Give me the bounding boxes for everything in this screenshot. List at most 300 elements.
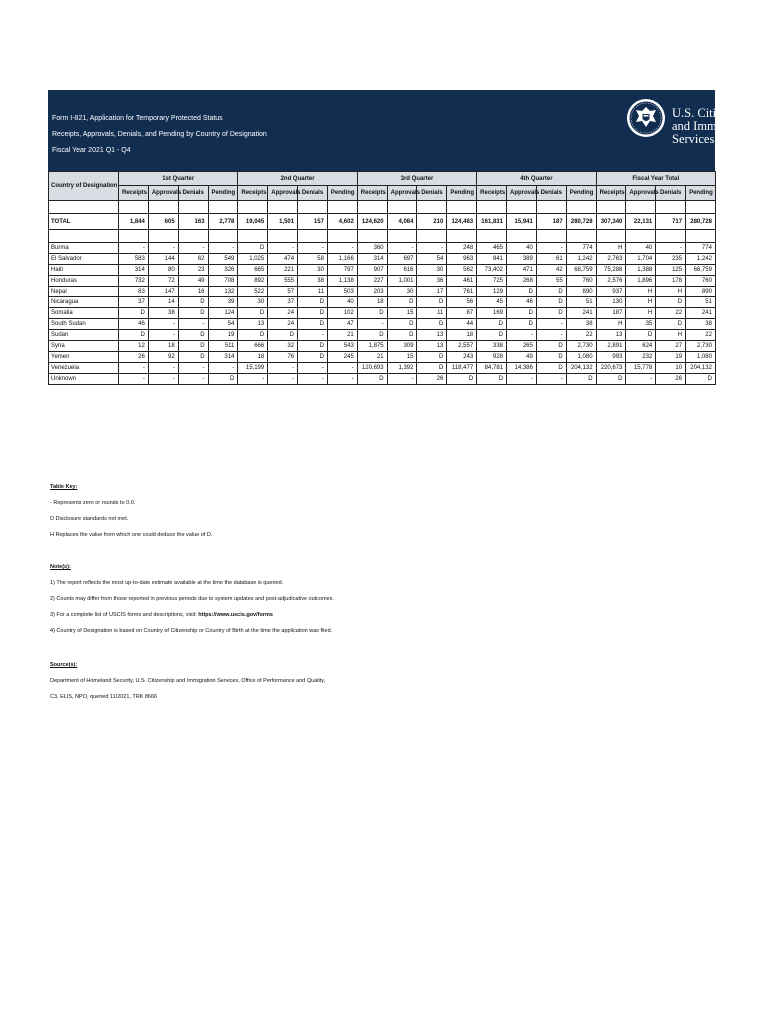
value-cell: 1,844 bbox=[119, 214, 149, 230]
value-cell: 27 bbox=[656, 341, 686, 352]
dhs-seal-icon bbox=[626, 98, 666, 138]
value-cell: 1,166 bbox=[327, 253, 357, 264]
value-cell: D bbox=[178, 330, 208, 341]
note-item bbox=[50, 612, 273, 618]
country-cell: Unknown bbox=[49, 373, 119, 384]
quarter-header: 2nd Quarter bbox=[238, 172, 357, 186]
country-cell: Nicaragua bbox=[49, 297, 119, 308]
value-cell: 268 bbox=[507, 275, 537, 286]
empty-cell bbox=[178, 201, 208, 214]
value-cell: 307,340 bbox=[596, 214, 626, 230]
value-cell: 243 bbox=[447, 351, 477, 362]
value-cell: 963 bbox=[447, 253, 477, 264]
value-cell: 314 bbox=[357, 253, 387, 264]
value-cell: 30 bbox=[417, 264, 447, 275]
subcolumn-header: Receipts bbox=[477, 186, 507, 201]
value-cell: 522 bbox=[238, 286, 268, 297]
value-cell: 40 bbox=[327, 297, 357, 308]
value-cell: 26 bbox=[656, 373, 686, 384]
empty-cell bbox=[596, 201, 626, 214]
value-cell: 314 bbox=[208, 351, 238, 362]
value-cell: 232 bbox=[626, 351, 656, 362]
value-cell: 30 bbox=[387, 286, 417, 297]
value-cell: H bbox=[596, 319, 626, 330]
value-cell: 14,386 bbox=[507, 362, 537, 373]
value-cell: D bbox=[536, 297, 566, 308]
value-cell: 73,402 bbox=[477, 264, 507, 275]
value-cell: D bbox=[536, 351, 566, 362]
value-cell: 248 bbox=[447, 243, 477, 254]
value-cell: D bbox=[387, 319, 417, 330]
empty-cell bbox=[507, 230, 537, 243]
table-row bbox=[49, 373, 716, 384]
value-cell: - bbox=[208, 243, 238, 254]
value-cell: 26 bbox=[417, 373, 447, 384]
value-cell: 22 bbox=[686, 330, 716, 341]
value-cell: 76 bbox=[268, 351, 298, 362]
value-cell: 360 bbox=[357, 243, 387, 254]
subcolumn-header: Approvals bbox=[387, 186, 417, 201]
value-cell: 2,557 bbox=[447, 341, 477, 352]
value-cell: 4,084 bbox=[387, 214, 417, 230]
subcolumn-header: Pending bbox=[208, 186, 238, 201]
value-cell: 124,620 bbox=[357, 214, 387, 230]
empty-cell bbox=[447, 230, 477, 243]
subcolumn-header: Approvals bbox=[507, 186, 537, 201]
value-cell: - bbox=[298, 243, 328, 254]
value-cell: 24 bbox=[268, 308, 298, 319]
empty-cell bbox=[208, 230, 238, 243]
value-cell: 1,875 bbox=[357, 341, 387, 352]
value-cell: - bbox=[298, 330, 328, 341]
value-cell: 605 bbox=[148, 214, 178, 230]
empty-cell bbox=[477, 201, 507, 214]
empty-cell bbox=[208, 201, 238, 214]
value-cell: - bbox=[298, 373, 328, 384]
value-cell: 10 bbox=[656, 362, 686, 373]
value-cell: 144 bbox=[148, 253, 178, 264]
value-cell: 39 bbox=[208, 297, 238, 308]
value-cell: 161,831 bbox=[477, 214, 507, 230]
value-cell: D bbox=[477, 319, 507, 330]
note-item: 2) Counts may differ from those reported in previous periods due to system updates and post-adjudicative outcomes. bbox=[50, 596, 334, 602]
value-cell: 32 bbox=[268, 341, 298, 352]
value-cell: 62 bbox=[178, 253, 208, 264]
value-cell: - bbox=[298, 362, 328, 373]
value-cell: D bbox=[119, 330, 149, 341]
value-cell: 125 bbox=[656, 264, 686, 275]
value-cell: D bbox=[417, 297, 447, 308]
quarter-header: 1st Quarter bbox=[119, 172, 238, 186]
value-cell: 1,896 bbox=[626, 275, 656, 286]
table-key-item: D Disclosure standards not met. bbox=[50, 516, 129, 522]
value-cell: 23 bbox=[178, 264, 208, 275]
value-cell: D bbox=[656, 319, 686, 330]
empty-cell bbox=[536, 230, 566, 243]
value-cell: - bbox=[268, 373, 298, 384]
value-cell: 204,132 bbox=[566, 362, 596, 373]
value-cell: 15,199 bbox=[238, 362, 268, 373]
table-row bbox=[49, 253, 716, 264]
value-cell: - bbox=[387, 373, 417, 384]
value-cell: 18 bbox=[148, 341, 178, 352]
value-cell: 68,759 bbox=[686, 264, 716, 275]
empty-cell bbox=[49, 201, 119, 214]
subcolumn-header: Denials bbox=[536, 186, 566, 201]
value-cell: 265 bbox=[507, 341, 537, 352]
value-cell: 210 bbox=[417, 214, 447, 230]
value-cell: H bbox=[656, 286, 686, 297]
value-cell: D bbox=[417, 319, 447, 330]
report-titles bbox=[52, 111, 267, 159]
agency-wordmark bbox=[672, 107, 756, 146]
value-cell: - bbox=[148, 373, 178, 384]
value-cell: - bbox=[536, 373, 566, 384]
value-cell: 58 bbox=[298, 253, 328, 264]
value-cell: 1,025 bbox=[238, 253, 268, 264]
value-cell: 80 bbox=[148, 264, 178, 275]
value-cell: 1,138 bbox=[327, 275, 357, 286]
empty-cell bbox=[238, 230, 268, 243]
value-cell: 13 bbox=[417, 330, 447, 341]
quarter-header: 3rd Quarter bbox=[357, 172, 476, 186]
value-cell: 102 bbox=[327, 308, 357, 319]
value-cell: 2,763 bbox=[596, 253, 626, 264]
value-cell: - bbox=[119, 243, 149, 254]
table-key-heading: Table Key: bbox=[50, 484, 78, 490]
subcolumn-header: Approvals bbox=[268, 186, 298, 201]
value-cell: 178 bbox=[656, 275, 686, 286]
subcolumn-header: Denials bbox=[178, 186, 208, 201]
value-cell: 187 bbox=[596, 308, 626, 319]
value-cell: 45 bbox=[477, 297, 507, 308]
value-cell: 245 bbox=[327, 351, 357, 362]
country-cell: Burma bbox=[49, 243, 119, 254]
value-cell: 624 bbox=[626, 341, 656, 352]
value-cell: 280,728 bbox=[566, 214, 596, 230]
value-cell: D bbox=[298, 341, 328, 352]
value-cell: 774 bbox=[566, 243, 596, 254]
value-cell: - bbox=[208, 362, 238, 373]
value-cell: 21 bbox=[327, 330, 357, 341]
empty-cell bbox=[536, 201, 566, 214]
value-cell: 389 bbox=[507, 253, 537, 264]
value-cell: 471 bbox=[507, 264, 537, 275]
value-cell: 666 bbox=[238, 341, 268, 352]
value-cell: D bbox=[387, 330, 417, 341]
country-cell: Venezuela bbox=[49, 362, 119, 373]
subcolumn-header-row bbox=[49, 186, 716, 201]
value-cell: 937 bbox=[596, 286, 626, 297]
table-row bbox=[49, 264, 716, 275]
value-cell: 760 bbox=[566, 275, 596, 286]
empty-cell bbox=[49, 230, 119, 243]
note-item: 1) The report reflects the most up-to-date estimate available at the time the database is queried. bbox=[50, 580, 284, 586]
subcolumn-header: Pending bbox=[566, 186, 596, 201]
uscis-forms-link[interactable]: https://www.uscis.gov/forms bbox=[198, 612, 273, 618]
value-cell: - bbox=[178, 373, 208, 384]
country-cell: Honduras bbox=[49, 275, 119, 286]
value-cell: 22,131 bbox=[626, 214, 656, 230]
value-cell: 15 bbox=[387, 308, 417, 319]
value-cell: 19 bbox=[656, 351, 686, 362]
value-cell: 241 bbox=[686, 308, 716, 319]
value-cell: 42 bbox=[536, 264, 566, 275]
value-cell: 907 bbox=[357, 264, 387, 275]
value-cell: 129 bbox=[477, 286, 507, 297]
table-row bbox=[49, 330, 716, 341]
value-cell: 890 bbox=[686, 286, 716, 297]
value-cell: D bbox=[536, 308, 566, 319]
empty-cell bbox=[327, 230, 357, 243]
value-cell: D bbox=[298, 308, 328, 319]
value-cell: 30 bbox=[238, 297, 268, 308]
value-cell: 19 bbox=[208, 330, 238, 341]
value-cell: D bbox=[238, 243, 268, 254]
value-cell: 15 bbox=[387, 351, 417, 362]
report-title: Form I-821, Application for Temporary Protected Status bbox=[52, 115, 223, 122]
value-cell: 30 bbox=[298, 264, 328, 275]
value-cell: 204,132 bbox=[686, 362, 716, 373]
value-cell: D bbox=[536, 362, 566, 373]
value-cell: 187 bbox=[536, 214, 566, 230]
value-cell: 57 bbox=[268, 286, 298, 297]
spacer-row bbox=[49, 201, 716, 214]
value-cell: 56 bbox=[447, 297, 477, 308]
value-cell: 543 bbox=[327, 341, 357, 352]
value-cell: - bbox=[327, 362, 357, 373]
value-cell: - bbox=[178, 243, 208, 254]
table-row bbox=[49, 275, 716, 286]
value-cell: 220,673 bbox=[596, 362, 626, 373]
value-cell: - bbox=[178, 319, 208, 330]
value-cell: 2,730 bbox=[566, 341, 596, 352]
table-row bbox=[49, 243, 716, 254]
value-cell: 2,576 bbox=[596, 275, 626, 286]
value-cell: 890 bbox=[566, 286, 596, 297]
value-cell: 40 bbox=[507, 243, 537, 254]
value-cell: D bbox=[357, 308, 387, 319]
value-cell: D bbox=[596, 373, 626, 384]
value-cell: 124 bbox=[208, 308, 238, 319]
value-cell: 40 bbox=[626, 243, 656, 254]
value-cell: 51 bbox=[686, 297, 716, 308]
value-cell: 17 bbox=[417, 286, 447, 297]
empty-cell bbox=[566, 201, 596, 214]
value-cell: 55 bbox=[536, 275, 566, 286]
value-cell: 14 bbox=[148, 297, 178, 308]
empty-cell bbox=[566, 230, 596, 243]
value-cell: 697 bbox=[387, 253, 417, 264]
value-cell: 474 bbox=[268, 253, 298, 264]
country-cell: Nepal bbox=[49, 286, 119, 297]
value-cell: 2,778 bbox=[208, 214, 238, 230]
value-cell: D bbox=[477, 330, 507, 341]
country-cell: Haiti bbox=[49, 264, 119, 275]
value-cell: 1,704 bbox=[626, 253, 656, 264]
value-cell: 732 bbox=[119, 275, 149, 286]
country-cell: Somalia bbox=[49, 308, 119, 319]
value-cell: - bbox=[119, 362, 149, 373]
empty-cell bbox=[626, 201, 656, 214]
value-cell: 26 bbox=[119, 351, 149, 362]
value-cell: 1,242 bbox=[686, 253, 716, 264]
value-cell: 583 bbox=[119, 253, 149, 264]
value-cell: 36 bbox=[417, 275, 447, 286]
empty-cell bbox=[447, 201, 477, 214]
empty-cell bbox=[387, 201, 417, 214]
empty-cell bbox=[387, 230, 417, 243]
empty-cell bbox=[238, 201, 268, 214]
report-period: Fiscal Year 2021 Q1 - Q4 bbox=[52, 147, 131, 154]
value-cell: 717 bbox=[656, 214, 686, 230]
value-cell: 280,728 bbox=[686, 214, 716, 230]
value-cell: 21 bbox=[357, 351, 387, 362]
value-cell: 22 bbox=[656, 308, 686, 319]
empty-cell bbox=[178, 230, 208, 243]
country-cell: TOTAL bbox=[49, 214, 119, 230]
empty-cell bbox=[507, 201, 537, 214]
value-cell: 147 bbox=[148, 286, 178, 297]
source-line: C3, ELIS, NPO, queried 11/2021, TRK 8666 bbox=[50, 694, 158, 700]
country-column-header: Country of Designation bbox=[49, 172, 119, 201]
table-key-item: H Replaces the value from which one could deduce the value of D. bbox=[50, 532, 213, 538]
value-cell: 38 bbox=[148, 308, 178, 319]
value-cell: 37 bbox=[268, 297, 298, 308]
empty-cell bbox=[596, 230, 626, 243]
table-row bbox=[49, 319, 716, 330]
value-cell: - bbox=[238, 373, 268, 384]
value-cell: 163 bbox=[178, 214, 208, 230]
value-cell: D bbox=[417, 351, 447, 362]
report-subtitle: Receipts, Approvals, Denials, and Pending by Country of Designation bbox=[52, 131, 267, 138]
value-cell: 11 bbox=[298, 286, 328, 297]
subcolumn-header: Denials bbox=[656, 186, 686, 201]
value-cell: 797 bbox=[327, 264, 357, 275]
value-cell: 54 bbox=[417, 253, 447, 264]
value-cell: 37 bbox=[119, 297, 149, 308]
value-cell: D bbox=[238, 308, 268, 319]
table-row bbox=[49, 297, 716, 308]
value-cell: 2,891 bbox=[596, 341, 626, 352]
value-cell: 15,941 bbox=[507, 214, 537, 230]
value-cell: D bbox=[656, 297, 686, 308]
value-cell: D bbox=[178, 297, 208, 308]
value-cell: 18 bbox=[447, 330, 477, 341]
value-cell: 511 bbox=[208, 341, 238, 352]
value-cell: 1,388 bbox=[626, 264, 656, 275]
value-cell: 92 bbox=[148, 351, 178, 362]
report-banner bbox=[48, 90, 756, 171]
value-cell: 928 bbox=[477, 351, 507, 362]
value-cell: 221 bbox=[268, 264, 298, 275]
value-cell: 157 bbox=[298, 214, 328, 230]
source-line: Department of Homeland Security, U.S. Citizenship and Immigration Services, Office of Performance and Quality, bbox=[50, 678, 326, 684]
value-cell: - bbox=[148, 330, 178, 341]
quarter-header-row bbox=[49, 172, 716, 186]
value-cell: 19,045 bbox=[238, 214, 268, 230]
value-cell: - bbox=[178, 362, 208, 373]
value-cell: - bbox=[417, 243, 447, 254]
value-cell: H bbox=[626, 297, 656, 308]
value-cell: 4,602 bbox=[327, 214, 357, 230]
value-cell: D bbox=[447, 373, 477, 384]
value-cell: 38 bbox=[686, 319, 716, 330]
value-cell: D bbox=[536, 341, 566, 352]
subcolumn-header: Denials bbox=[298, 186, 328, 201]
empty-cell bbox=[477, 230, 507, 243]
value-cell: - bbox=[656, 243, 686, 254]
value-cell: 892 bbox=[238, 275, 268, 286]
value-cell: D bbox=[298, 297, 328, 308]
value-cell: 13 bbox=[596, 330, 626, 341]
value-cell: 1,001 bbox=[387, 275, 417, 286]
value-cell: 1,080 bbox=[686, 351, 716, 362]
value-cell: D bbox=[507, 319, 537, 330]
value-cell: 1,501 bbox=[268, 214, 298, 230]
tps-data-table bbox=[48, 171, 716, 385]
value-cell: 1,392 bbox=[387, 362, 417, 373]
value-cell: H bbox=[626, 286, 656, 297]
value-cell: - bbox=[357, 319, 387, 330]
note-item: 4) Country of Designation is based on Country of Citizenship or Country of Birth at the time the application was filed. bbox=[50, 628, 333, 634]
empty-cell bbox=[148, 230, 178, 243]
value-cell: D bbox=[686, 373, 716, 384]
subcolumn-header: Pending bbox=[447, 186, 477, 201]
value-cell: D bbox=[357, 373, 387, 384]
value-cell: 13 bbox=[417, 341, 447, 352]
value-cell: D bbox=[298, 351, 328, 362]
value-cell: 47 bbox=[327, 319, 357, 330]
value-cell: 227 bbox=[357, 275, 387, 286]
value-cell: 503 bbox=[327, 286, 357, 297]
empty-cell bbox=[119, 201, 149, 214]
value-cell: 338 bbox=[477, 341, 507, 352]
value-cell: 203 bbox=[357, 286, 387, 297]
table-key-item: - Represents zero or rounds to 0.0. bbox=[50, 500, 136, 506]
value-cell: D bbox=[178, 351, 208, 362]
value-cell: 38 bbox=[566, 319, 596, 330]
subcolumn-header: Receipts bbox=[119, 186, 149, 201]
table-row bbox=[49, 362, 716, 373]
subcolumn-header: Receipts bbox=[357, 186, 387, 201]
value-cell: D bbox=[298, 319, 328, 330]
value-cell: 46 bbox=[119, 319, 149, 330]
value-cell: 326 bbox=[208, 264, 238, 275]
value-cell: - bbox=[507, 330, 537, 341]
subcolumn-header: Receipts bbox=[596, 186, 626, 201]
value-cell: 124,483 bbox=[447, 214, 477, 230]
value-cell: H bbox=[656, 330, 686, 341]
value-cell: D bbox=[417, 362, 447, 373]
quarter-header: 4th Quarter bbox=[477, 172, 596, 186]
table-row bbox=[49, 286, 716, 297]
value-cell: 35 bbox=[626, 319, 656, 330]
empty-cell bbox=[298, 201, 328, 214]
value-cell: D bbox=[536, 286, 566, 297]
empty-cell bbox=[626, 230, 656, 243]
value-cell: 1,242 bbox=[566, 253, 596, 264]
value-cell: 118,477 bbox=[447, 362, 477, 373]
value-cell: 18 bbox=[238, 351, 268, 362]
value-cell: - bbox=[148, 362, 178, 373]
table-row bbox=[49, 308, 716, 319]
agency-line-3: Services bbox=[672, 132, 715, 146]
value-cell: 15,778 bbox=[626, 362, 656, 373]
empty-cell bbox=[357, 201, 387, 214]
value-cell: 169 bbox=[477, 308, 507, 319]
value-cell: D bbox=[507, 286, 537, 297]
